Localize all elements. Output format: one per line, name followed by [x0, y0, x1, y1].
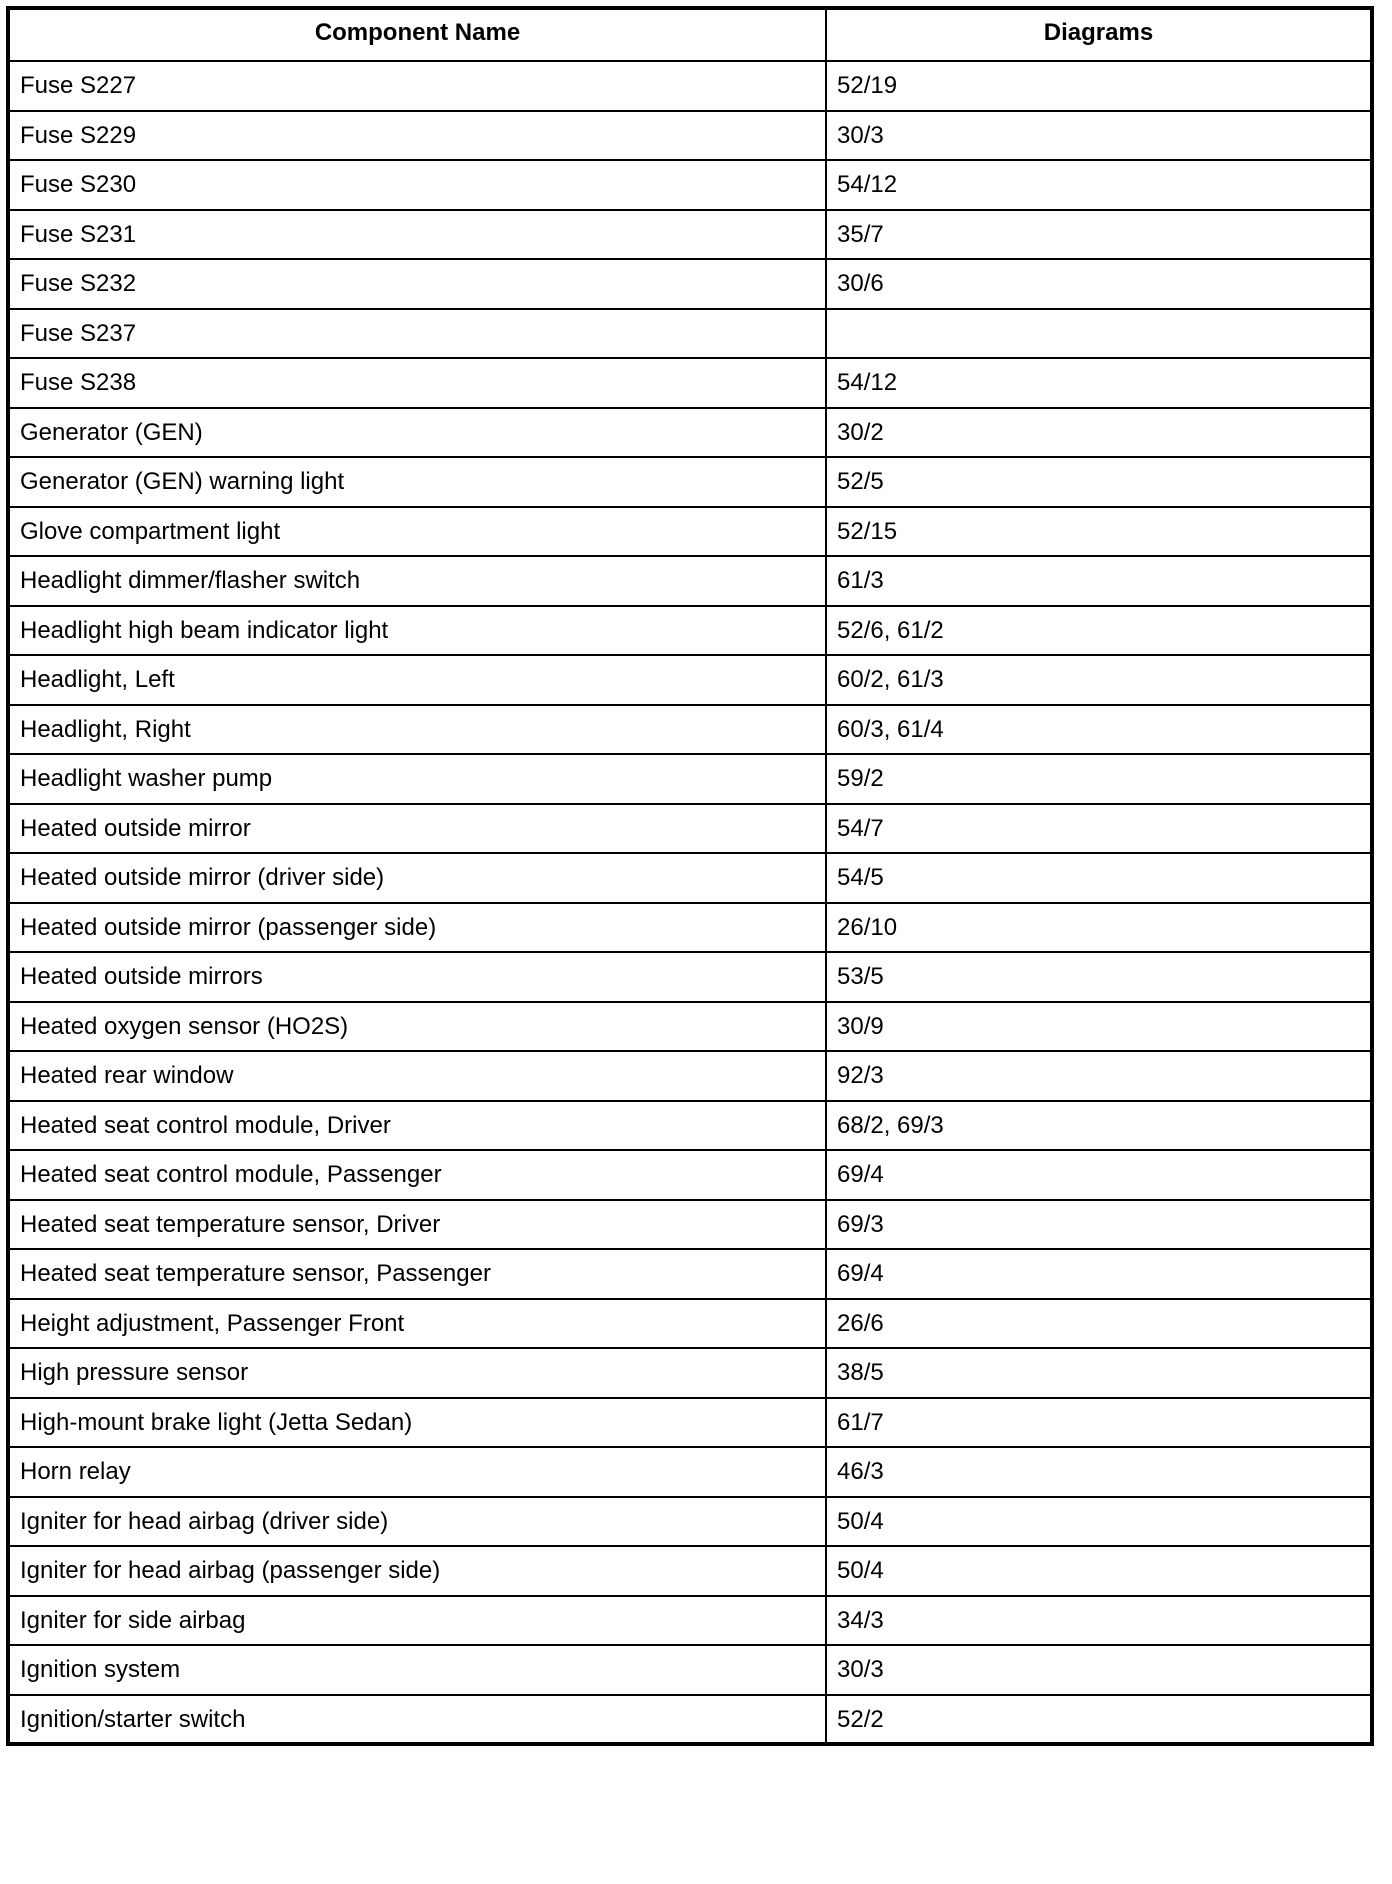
diagrams-cell: 50/4 [826, 1497, 1372, 1547]
component-name-cell: Generator (GEN) [8, 408, 826, 458]
table-row [8, 1051, 1372, 1101]
component-name-cell: Heated rear window [8, 1051, 826, 1101]
table-row [8, 1348, 1372, 1398]
diagrams-cell: 52/5 [826, 457, 1372, 507]
table-row [8, 1447, 1372, 1497]
table-row [8, 1101, 1372, 1151]
table-row [8, 1150, 1372, 1200]
diagrams-cell: 35/7 [826, 210, 1372, 260]
table-body [8, 61, 1372, 1744]
component-name-cell: Igniter for head airbag (driver side) [8, 1497, 826, 1547]
component-name-cell: Heated seat temperature sensor, Passenger [8, 1249, 826, 1299]
diagrams-cell: 30/3 [826, 111, 1372, 161]
component-name-cell: Heated oxygen sensor (HO2S) [8, 1002, 826, 1052]
diagrams-cell: 69/4 [826, 1249, 1372, 1299]
component-name-cell: Height adjustment, Passenger Front [8, 1299, 826, 1349]
header-diagrams: Diagrams [826, 8, 1372, 61]
diagrams-cell: 34/3 [826, 1596, 1372, 1646]
diagrams-cell: 30/9 [826, 1002, 1372, 1052]
diagrams-cell: 61/3 [826, 556, 1372, 606]
diagrams-cell: 52/2 [826, 1695, 1372, 1745]
table-row [8, 1546, 1372, 1596]
component-name-cell: Horn relay [8, 1447, 826, 1497]
diagrams-cell: 26/10 [826, 903, 1372, 953]
diagrams-cell: 54/12 [826, 358, 1372, 408]
diagrams-cell: 38/5 [826, 1348, 1372, 1398]
component-table [6, 6, 1374, 1746]
table-row [8, 1299, 1372, 1349]
table-row [8, 705, 1372, 755]
diagrams-cell: 69/4 [826, 1150, 1372, 1200]
component-name-cell: Headlight washer pump [8, 754, 826, 804]
table-row [8, 1398, 1372, 1448]
table-row [8, 1497, 1372, 1547]
table-row [8, 259, 1372, 309]
table-row [8, 754, 1372, 804]
diagrams-cell: 69/3 [826, 1200, 1372, 1250]
table-row [8, 358, 1372, 408]
diagrams-cell: 59/2 [826, 754, 1372, 804]
diagrams-cell: 52/15 [826, 507, 1372, 557]
component-name-cell: High-mount brake light (Jetta Sedan) [8, 1398, 826, 1448]
component-name-cell: High pressure sensor [8, 1348, 826, 1398]
table-row [8, 655, 1372, 705]
table-row [8, 111, 1372, 161]
table-row [8, 903, 1372, 953]
table-row [8, 457, 1372, 507]
diagrams-cell: 52/19 [826, 61, 1372, 111]
component-name-cell: Heated outside mirror (driver side) [8, 853, 826, 903]
component-name-cell: Heated seat temperature sensor, Driver [8, 1200, 826, 1250]
diagrams-cell: 61/7 [826, 1398, 1372, 1448]
component-name-cell: Igniter for head airbag (passenger side) [8, 1546, 826, 1596]
diagrams-cell: 30/3 [826, 1645, 1372, 1695]
diagrams-cell: 68/2, 69/3 [826, 1101, 1372, 1151]
table-row [8, 61, 1372, 111]
diagrams-cell: 54/12 [826, 160, 1372, 210]
component-name-cell: Headlight, Left [8, 655, 826, 705]
table-row [8, 556, 1372, 606]
table-row [8, 804, 1372, 854]
component-table-container [6, 6, 1370, 1746]
table-row [8, 853, 1372, 903]
table-row [8, 952, 1372, 1002]
diagrams-cell: 50/4 [826, 1546, 1372, 1596]
component-name-cell: Heated outside mirrors [8, 952, 826, 1002]
component-name-cell: Igniter for side airbag [8, 1596, 826, 1646]
component-name-cell: Ignition system [8, 1645, 826, 1695]
component-name-cell: Fuse S229 [8, 111, 826, 161]
table-row [8, 210, 1372, 260]
component-name-cell: Fuse S232 [8, 259, 826, 309]
diagrams-cell: 60/2, 61/3 [826, 655, 1372, 705]
diagrams-cell: 92/3 [826, 1051, 1372, 1101]
diagrams-cell: 30/2 [826, 408, 1372, 458]
table-row [8, 1596, 1372, 1646]
component-name-cell: Heated seat control module, Driver [8, 1101, 826, 1151]
table-row [8, 309, 1372, 359]
diagrams-cell: 54/7 [826, 804, 1372, 854]
component-name-cell: Fuse S238 [8, 358, 826, 408]
component-name-cell: Headlight, Right [8, 705, 826, 755]
component-name-cell: Fuse S227 [8, 61, 826, 111]
component-name-cell: Generator (GEN) warning light [8, 457, 826, 507]
diagrams-cell: 26/6 [826, 1299, 1372, 1349]
component-name-cell: Heated outside mirror (passenger side) [8, 903, 826, 953]
diagrams-cell [826, 309, 1372, 359]
component-name-cell: Fuse S231 [8, 210, 826, 260]
table-row [8, 408, 1372, 458]
component-name-cell: Fuse S230 [8, 160, 826, 210]
header-component-name: Component Name [8, 8, 826, 61]
diagrams-cell: 30/6 [826, 259, 1372, 309]
table-row [8, 1645, 1372, 1695]
diagrams-cell: 46/3 [826, 1447, 1372, 1497]
diagrams-cell: 54/5 [826, 853, 1372, 903]
table-row [8, 1002, 1372, 1052]
component-name-cell: Heated seat control module, Passenger [8, 1150, 826, 1200]
table-header-row [8, 8, 1372, 61]
table-row [8, 1200, 1372, 1250]
table-row [8, 507, 1372, 557]
diagrams-cell: 52/6, 61/2 [826, 606, 1372, 656]
table-row [8, 1695, 1372, 1745]
table-row [8, 606, 1372, 656]
table-row [8, 160, 1372, 210]
component-name-cell: Fuse S237 [8, 309, 826, 359]
component-name-cell: Heated outside mirror [8, 804, 826, 854]
component-name-cell: Headlight dimmer/flasher switch [8, 556, 826, 606]
diagrams-cell: 60/3, 61/4 [826, 705, 1372, 755]
component-name-cell: Ignition/starter switch [8, 1695, 826, 1745]
diagrams-cell: 53/5 [826, 952, 1372, 1002]
table-row [8, 1249, 1372, 1299]
component-name-cell: Headlight high beam indicator light [8, 606, 826, 656]
component-name-cell: Glove compartment light [8, 507, 826, 557]
